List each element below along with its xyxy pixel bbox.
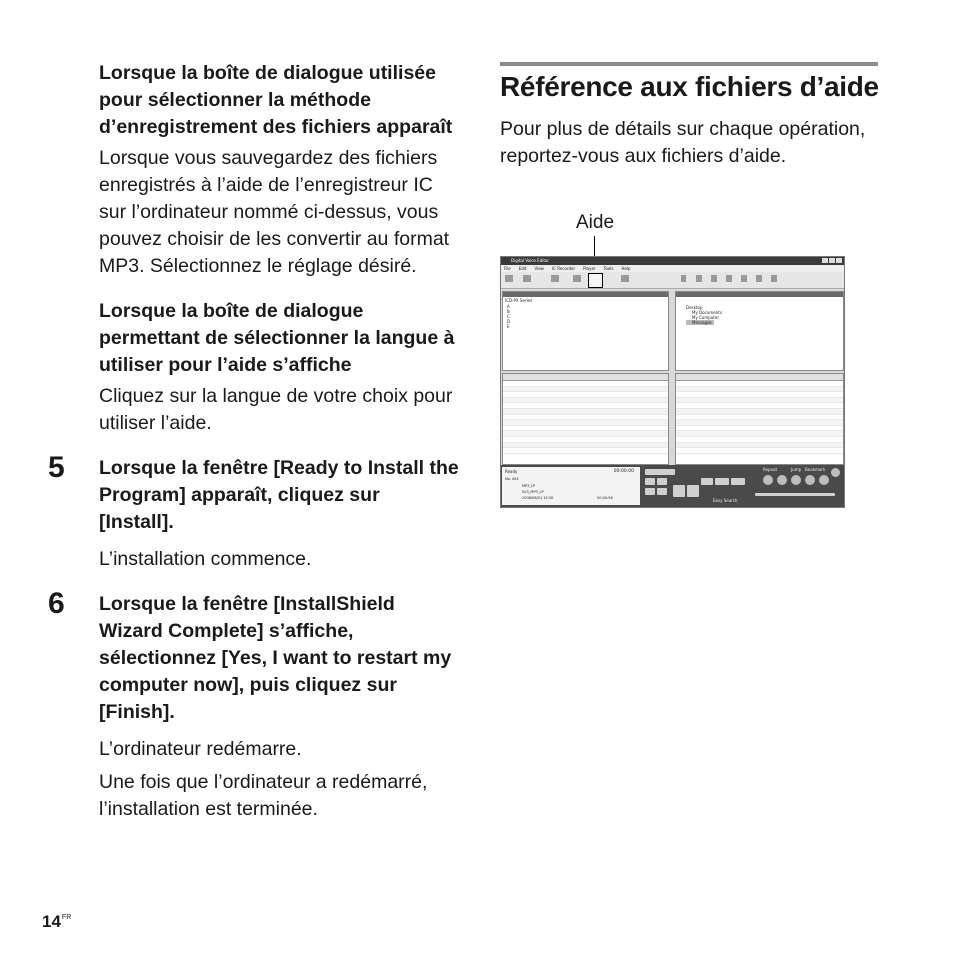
- play-button[interactable]: [687, 485, 699, 497]
- table-row[interactable]: [503, 448, 668, 454]
- copy-icon[interactable]: [696, 275, 702, 282]
- help-button-highlight[interactable]: [588, 273, 603, 288]
- step-5-body: L’installation commence.: [99, 548, 312, 570]
- title-rule: [500, 62, 878, 66]
- player-number: No. 004: [505, 477, 519, 481]
- jump-label: Jump: [791, 467, 802, 472]
- record-cd-icon[interactable]: [573, 275, 581, 282]
- volume-meter: [645, 469, 675, 475]
- delete-icon[interactable]: [741, 275, 747, 282]
- menu-help[interactable]: Help: [621, 266, 631, 271]
- fast-button[interactable]: [731, 478, 745, 485]
- left-column: [48, 60, 459, 823]
- bookmark-next-button[interactable]: [819, 475, 829, 485]
- jump-button[interactable]: [791, 475, 801, 485]
- folder-d[interactable]: D: [507, 319, 511, 324]
- burn-cd-icon[interactable]: [621, 275, 629, 282]
- step-5-heading: Lorsque la fenêtre [Ready to Install the Program] apparaît, cliquez sur [Install].: [99, 457, 459, 533]
- player-close-button[interactable]: [831, 468, 840, 477]
- step-6-heading: Lorsque la fenêtre [InstallShield Wizard Complete] s’affiche, sélectionnez [Yes, I want to restart my computer now], puis cliquez sur [Finish].: [99, 593, 452, 723]
- print-icon[interactable]: [756, 275, 762, 282]
- ab-repeat-button[interactable]: [777, 475, 787, 485]
- section2-heading: Lorsque la boîte de dialogue permettant de sélectionner la langue à utiliser pour l’aide s’affiche: [99, 300, 455, 376]
- folder-b[interactable]: B: [507, 309, 510, 314]
- window-controls: [822, 258, 842, 263]
- bookmark-label: Bookmark: [805, 467, 826, 472]
- menu-bar: [501, 265, 844, 272]
- bookmark-prev-button[interactable]: [805, 475, 815, 485]
- folder-c[interactable]: C: [507, 314, 510, 319]
- menu-player[interactable]: Player: [583, 266, 596, 271]
- file-list-header: [503, 374, 668, 381]
- menu-ic-recorder[interactable]: IC Recorder: [551, 266, 576, 271]
- section2-body: Cliquez sur la langue de votre choix pour utiliser l’aide.: [99, 385, 453, 434]
- menu-tools[interactable]: Tools: [603, 266, 614, 271]
- table-row[interactable]: [676, 448, 843, 454]
- player-status: Ready: [505, 469, 518, 474]
- move-icon[interactable]: [551, 275, 559, 282]
- player-rec-date: 2008/06/01 15:30: [522, 496, 554, 500]
- recorder-name: ICD-PX Series: [505, 298, 533, 303]
- page-language: FR: [61, 914, 72, 921]
- menu-view[interactable]: View: [534, 266, 544, 271]
- repeat-label: Repeat: [763, 467, 778, 472]
- change-icon[interactable]: [523, 275, 531, 282]
- step-5: [48, 451, 459, 573]
- easy-search-label: Easy Search: [713, 498, 738, 503]
- player-panel: [501, 465, 844, 507]
- tree-desktop[interactable]: Desktop: [686, 305, 703, 310]
- add-files-icon[interactable]: [505, 275, 513, 282]
- toolbar: [501, 272, 844, 289]
- tree-my-computer[interactable]: My Computer: [692, 315, 719, 320]
- record-button[interactable]: [701, 478, 713, 485]
- undo-icon[interactable]: [681, 275, 686, 282]
- player-msg-name: 003_MP3_LP: [522, 490, 544, 494]
- cut-icon[interactable]: [726, 275, 732, 282]
- previous-button[interactable]: [645, 478, 655, 485]
- page-title: Référence aux fichiers d’aide: [500, 71, 879, 102]
- tree-my-documents[interactable]: My Documents: [692, 310, 722, 315]
- step-6-body-1: L’ordinateur redémarre.: [99, 738, 302, 760]
- position-slider[interactable]: [755, 493, 835, 496]
- section1-heading: Lorsque la boîte de dialogue utilisée pour sélectionner la méthode d’enregistrement des fichiers apparaît: [99, 62, 453, 138]
- window-titlebar: [501, 257, 844, 265]
- page-number: [42, 912, 71, 932]
- folder-a[interactable]: A: [507, 304, 510, 309]
- app-screenshot: [500, 256, 845, 508]
- player-display: [502, 467, 640, 505]
- pc-file-list-header: [676, 374, 843, 381]
- recorder-folder-pane: [502, 291, 669, 371]
- step-6-body-2: Une fois que l’ordinateur a redémarré, l’installation est terminée.: [99, 771, 428, 820]
- pc-tree: [676, 297, 843, 325]
- pc-folder-pane: [675, 291, 844, 371]
- player-time: 00:00:00: [613, 469, 634, 474]
- repeat-button[interactable]: [763, 475, 773, 485]
- properties-icon[interactable]: [771, 275, 777, 282]
- menu-file[interactable]: File: [504, 266, 511, 271]
- tree-messages[interactable]: Messages: [686, 320, 714, 325]
- recorder-folder-list: [503, 304, 668, 329]
- slow-button[interactable]: [715, 478, 729, 485]
- window-title: Digital Voice Editor: [511, 258, 549, 263]
- callout-label: Aide: [576, 212, 615, 233]
- paste-icon[interactable]: [711, 275, 717, 282]
- pc-file-list: [675, 373, 844, 465]
- step-5-number: 5: [48, 451, 65, 484]
- fast-backward-button[interactable]: [645, 488, 655, 495]
- section1-body: Lorsque vous sauvegardez des fichiers enregistrés à l’aide de l’enregistreur IC sur l’ordinateur nommé ci-dessus, vous pouvez choisir de les convertir au format MP3. Sélectionnez le réglage désiré.: [99, 147, 450, 277]
- right-column: [500, 60, 880, 170]
- fast-forward-button[interactable]: [657, 488, 667, 495]
- step-6: [48, 587, 459, 823]
- step-6-number: 6: [48, 587, 65, 620]
- folder-e[interactable]: E: [507, 324, 510, 329]
- recorder-file-list: [502, 373, 669, 465]
- page-number-value: 14: [42, 912, 61, 931]
- rewind-button[interactable]: [657, 478, 667, 485]
- menu-edit[interactable]: Edit: [518, 266, 527, 271]
- player-length: 00:00:56: [597, 496, 613, 500]
- player-user-name: MP3_LP: [522, 484, 536, 488]
- intro-text: Pour plus de détails sur chaque opération, reportez-vous aux fichiers d’aide.: [500, 118, 866, 167]
- stop-button[interactable]: [673, 485, 685, 497]
